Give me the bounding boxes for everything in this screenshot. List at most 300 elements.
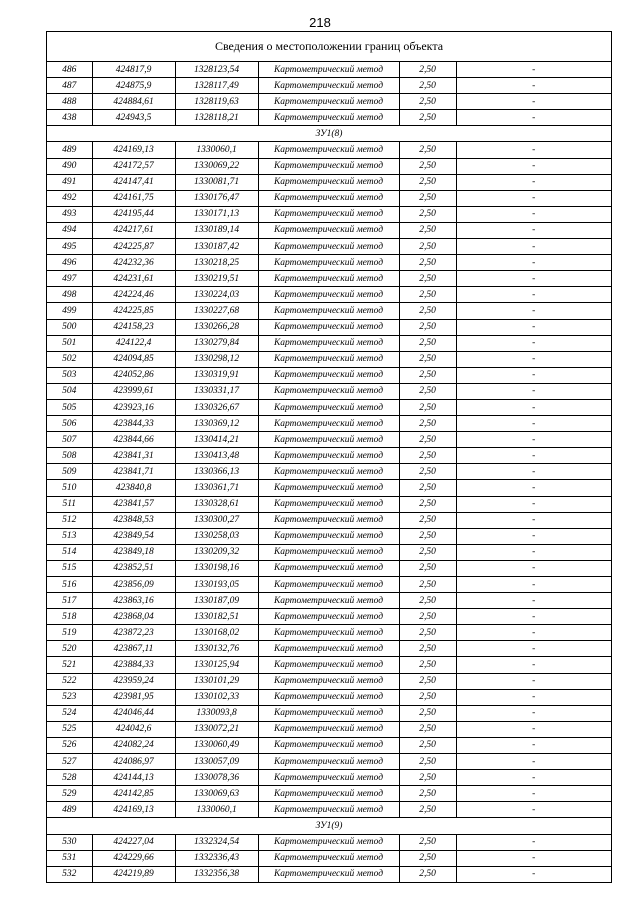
method-cell: Картометрический метод (258, 399, 399, 415)
method-cell: Картометрический метод (258, 786, 399, 802)
method-cell: Картометрический метод (258, 705, 399, 721)
table-row (47, 786, 611, 802)
method-cell: Картометрический метод (258, 206, 399, 222)
method-cell: Картометрический метод (258, 62, 399, 78)
accuracy-cell: 2,50 (399, 512, 456, 528)
description-cell: - (456, 271, 611, 287)
method-cell: Картометрический метод (258, 287, 399, 303)
description-cell: - (456, 737, 611, 753)
y-coordinate-cell: 1330219,51 (175, 271, 258, 287)
method-cell: Картометрический метод (258, 255, 399, 271)
x-coordinate-cell: 423923,16 (92, 399, 175, 415)
y-coordinate-cell: 1330258,03 (175, 528, 258, 544)
accuracy-cell: 2,50 (399, 721, 456, 737)
method-cell: Картометрический метод (258, 335, 399, 351)
y-coordinate-cell: 1328117,49 (175, 78, 258, 94)
description-cell: - (456, 351, 611, 367)
x-coordinate-cell: 424161,75 (92, 190, 175, 206)
y-coordinate-cell: 1328118,21 (175, 110, 258, 126)
description-cell: - (456, 786, 611, 802)
point-number-cell: 510 (47, 480, 92, 496)
accuracy-cell: 2,50 (399, 802, 456, 818)
accuracy-cell: 2,50 (399, 222, 456, 238)
table-row (47, 142, 611, 158)
point-number-cell: 505 (47, 399, 92, 415)
method-cell: Картометрический метод (258, 802, 399, 818)
y-coordinate-cell: 1330366,13 (175, 464, 258, 480)
accuracy-cell: 2,50 (399, 528, 456, 544)
description-cell: - (456, 255, 611, 271)
description-cell: - (456, 287, 611, 303)
accuracy-cell: 2,50 (399, 94, 456, 110)
description-cell: - (456, 512, 611, 528)
method-cell: Картометрический метод (258, 625, 399, 641)
accuracy-cell: 2,50 (399, 383, 456, 399)
y-coordinate-cell: 1330176,47 (175, 190, 258, 206)
x-coordinate-cell: 424052,86 (92, 367, 175, 383)
table-row (47, 416, 611, 432)
y-coordinate-cell: 1330279,84 (175, 335, 258, 351)
description-cell: - (456, 62, 611, 78)
method-cell: Картометрический метод (258, 222, 399, 238)
description-cell: - (456, 142, 611, 158)
point-number-cell: 528 (47, 770, 92, 786)
point-number-cell: 492 (47, 190, 92, 206)
description-cell: - (456, 609, 611, 625)
group-header-row (47, 126, 611, 142)
x-coordinate-cell: 424042,6 (92, 721, 175, 737)
method-cell: Картометрический метод (258, 689, 399, 705)
accuracy-cell: 2,50 (399, 689, 456, 705)
x-coordinate-cell: 424144,13 (92, 770, 175, 786)
y-coordinate-cell: 1332336,43 (175, 850, 258, 866)
y-coordinate-cell: 1330227,68 (175, 303, 258, 319)
table-row (47, 62, 611, 78)
x-coordinate-cell: 423849,54 (92, 528, 175, 544)
x-coordinate-cell: 424169,13 (92, 142, 175, 158)
accuracy-cell: 2,50 (399, 560, 456, 576)
accuracy-cell: 2,50 (399, 464, 456, 480)
accuracy-cell: 2,50 (399, 496, 456, 512)
method-cell: Картометрический метод (258, 673, 399, 689)
x-coordinate-cell: 423844,33 (92, 416, 175, 432)
accuracy-cell: 2,50 (399, 432, 456, 448)
y-coordinate-cell: 1330193,05 (175, 577, 258, 593)
method-cell: Картометрический метод (258, 512, 399, 528)
group-label: ЗУ1(8) (47, 126, 611, 142)
point-number-cell: 498 (47, 287, 92, 303)
point-number-cell: 490 (47, 158, 92, 174)
y-coordinate-cell: 1332356,38 (175, 866, 258, 882)
table-row (47, 335, 611, 351)
description-cell: - (456, 673, 611, 689)
y-coordinate-cell: 1330218,25 (175, 255, 258, 271)
point-number-cell: 501 (47, 335, 92, 351)
y-coordinate-cell: 1330101,29 (175, 673, 258, 689)
y-coordinate-cell: 1330182,51 (175, 609, 258, 625)
y-coordinate-cell: 1330093,8 (175, 705, 258, 721)
accuracy-cell: 2,50 (399, 544, 456, 560)
method-cell: Картометрический метод (258, 577, 399, 593)
point-number-cell: 506 (47, 416, 92, 432)
description-cell: - (456, 319, 611, 335)
description-cell: - (456, 770, 611, 786)
point-number-cell: 511 (47, 496, 92, 512)
point-number-cell: 503 (47, 367, 92, 383)
x-coordinate-cell: 423849,18 (92, 544, 175, 560)
accuracy-cell: 2,50 (399, 737, 456, 753)
y-coordinate-cell: 1330224,03 (175, 287, 258, 303)
table-row (47, 399, 611, 415)
method-cell: Картометрический метод (258, 754, 399, 770)
table-row (47, 287, 611, 303)
x-coordinate-cell: 423867,11 (92, 641, 175, 657)
accuracy-cell: 2,50 (399, 287, 456, 303)
method-cell: Картометрический метод (258, 416, 399, 432)
description-cell: - (456, 448, 611, 464)
point-number-cell: 523 (47, 689, 92, 705)
accuracy-cell: 2,50 (399, 786, 456, 802)
description-cell: - (456, 657, 611, 673)
x-coordinate-cell: 423868,04 (92, 609, 175, 625)
point-number-cell: 526 (47, 737, 92, 753)
y-coordinate-cell: 1330187,09 (175, 593, 258, 609)
point-number-cell: 500 (47, 319, 92, 335)
table-row (47, 754, 611, 770)
x-coordinate-cell: 424875,9 (92, 78, 175, 94)
accuracy-cell: 2,50 (399, 255, 456, 271)
y-coordinate-cell: 1330361,71 (175, 480, 258, 496)
accuracy-cell: 2,50 (399, 641, 456, 657)
method-cell: Картометрический метод (258, 464, 399, 480)
x-coordinate-cell: 424122,4 (92, 335, 175, 351)
y-coordinate-cell: 1330300,27 (175, 512, 258, 528)
point-number-cell: 487 (47, 78, 92, 94)
table-row (47, 367, 611, 383)
table-row (47, 239, 611, 255)
method-cell: Картометрический метод (258, 834, 399, 850)
accuracy-cell: 2,50 (399, 78, 456, 94)
y-coordinate-cell: 1330266,28 (175, 319, 258, 335)
y-coordinate-cell: 1330081,71 (175, 174, 258, 190)
accuracy-cell: 2,50 (399, 319, 456, 335)
table-row (47, 512, 611, 528)
table-row (47, 689, 611, 705)
table-row (47, 544, 611, 560)
description-cell: - (456, 158, 611, 174)
point-number-cell: 513 (47, 528, 92, 544)
x-coordinate-cell: 423999,61 (92, 383, 175, 399)
y-coordinate-cell: 1330057,09 (175, 754, 258, 770)
table-row (47, 94, 611, 110)
x-coordinate-cell: 424169,13 (92, 802, 175, 818)
accuracy-cell: 2,50 (399, 174, 456, 190)
point-number-cell: 493 (47, 206, 92, 222)
accuracy-cell: 2,50 (399, 367, 456, 383)
y-coordinate-cell: 1330187,42 (175, 239, 258, 255)
point-number-cell: 524 (47, 705, 92, 721)
y-coordinate-cell: 1330060,1 (175, 142, 258, 158)
table-row (47, 770, 611, 786)
boundary-table-sheet (46, 31, 612, 883)
accuracy-cell: 2,50 (399, 609, 456, 625)
accuracy-cell: 2,50 (399, 142, 456, 158)
table-row (47, 866, 611, 882)
y-coordinate-cell: 1330069,22 (175, 158, 258, 174)
accuracy-cell: 2,50 (399, 190, 456, 206)
point-number-cell: 496 (47, 255, 92, 271)
table-row (47, 351, 611, 367)
point-number-cell: 516 (47, 577, 92, 593)
point-number-cell: 515 (47, 560, 92, 576)
point-number-cell: 518 (47, 609, 92, 625)
point-number-cell: 519 (47, 625, 92, 641)
point-number-cell: 508 (47, 448, 92, 464)
description-cell: - (456, 110, 611, 126)
x-coordinate-cell: 423856,09 (92, 577, 175, 593)
description-cell: - (456, 174, 611, 190)
accuracy-cell: 2,50 (399, 657, 456, 673)
method-cell: Картометрический метод (258, 560, 399, 576)
x-coordinate-cell: 424225,87 (92, 239, 175, 255)
y-coordinate-cell: 1330069,63 (175, 786, 258, 802)
accuracy-cell: 2,50 (399, 335, 456, 351)
description-cell: - (456, 625, 611, 641)
x-coordinate-cell: 423841,71 (92, 464, 175, 480)
accuracy-cell: 2,50 (399, 577, 456, 593)
point-number-cell: 527 (47, 754, 92, 770)
table-row (47, 206, 611, 222)
method-cell: Картометрический метод (258, 239, 399, 255)
description-cell: - (456, 383, 611, 399)
x-coordinate-cell: 424094,85 (92, 351, 175, 367)
x-coordinate-cell: 423863,16 (92, 593, 175, 609)
method-cell: Картометрический метод (258, 110, 399, 126)
description-cell: - (456, 496, 611, 512)
table-row (47, 78, 611, 94)
accuracy-cell: 2,50 (399, 158, 456, 174)
x-coordinate-cell: 424158,23 (92, 319, 175, 335)
x-coordinate-cell: 424232,36 (92, 255, 175, 271)
y-coordinate-cell: 1332324,54 (175, 834, 258, 850)
y-coordinate-cell: 1330125,94 (175, 657, 258, 673)
table-row (47, 432, 611, 448)
table-row (47, 383, 611, 399)
x-coordinate-cell: 424172,57 (92, 158, 175, 174)
table-row (47, 625, 611, 641)
point-number-cell: 486 (47, 62, 92, 78)
method-cell: Картометрический метод (258, 303, 399, 319)
y-coordinate-cell: 1330326,67 (175, 399, 258, 415)
x-coordinate-cell: 423959,24 (92, 673, 175, 689)
table-body (47, 62, 611, 882)
table-row (47, 593, 611, 609)
table-row (47, 802, 611, 818)
x-coordinate-cell: 424219,89 (92, 866, 175, 882)
description-cell: - (456, 432, 611, 448)
x-coordinate-cell: 424231,61 (92, 271, 175, 287)
method-cell: Картометрический метод (258, 448, 399, 464)
point-number-cell: 497 (47, 271, 92, 287)
method-cell: Картометрический метод (258, 383, 399, 399)
point-number-cell: 522 (47, 673, 92, 689)
method-cell: Картометрический метод (258, 593, 399, 609)
y-coordinate-cell: 1330189,14 (175, 222, 258, 238)
table-row (47, 448, 611, 464)
description-cell: - (456, 544, 611, 560)
y-coordinate-cell: 1330072,21 (175, 721, 258, 737)
table-row (47, 737, 611, 753)
method-cell: Картометрический метод (258, 351, 399, 367)
table-row (47, 110, 611, 126)
table-row (47, 609, 611, 625)
table-row (47, 850, 611, 866)
description-cell: - (456, 705, 611, 721)
description-cell: - (456, 560, 611, 576)
page-number: 218 (309, 15, 331, 30)
x-coordinate-cell: 423981,95 (92, 689, 175, 705)
point-number-cell: 494 (47, 222, 92, 238)
y-coordinate-cell: 1330413,48 (175, 448, 258, 464)
point-number-cell: 507 (47, 432, 92, 448)
group-label: ЗУ1(9) (47, 818, 611, 834)
x-coordinate-cell: 423872,23 (92, 625, 175, 641)
accuracy-cell: 2,50 (399, 480, 456, 496)
method-cell: Картометрический метод (258, 190, 399, 206)
x-coordinate-cell: 424224,46 (92, 287, 175, 303)
point-number-cell: 489 (47, 142, 92, 158)
description-cell: - (456, 190, 611, 206)
description-cell: - (456, 239, 611, 255)
method-cell: Картометрический метод (258, 78, 399, 94)
table-row (47, 158, 611, 174)
x-coordinate-cell: 423852,51 (92, 560, 175, 576)
description-cell: - (456, 593, 611, 609)
x-coordinate-cell: 424217,61 (92, 222, 175, 238)
table-row (47, 271, 611, 287)
accuracy-cell: 2,50 (399, 399, 456, 415)
x-coordinate-cell: 423840,8 (92, 480, 175, 496)
accuracy-cell: 2,50 (399, 448, 456, 464)
point-number-cell: 529 (47, 786, 92, 802)
table-row (47, 641, 611, 657)
x-coordinate-cell: 424943,5 (92, 110, 175, 126)
y-coordinate-cell: 1328123,54 (175, 62, 258, 78)
boundary-points-table (47, 62, 611, 882)
point-number-cell: 489 (47, 802, 92, 818)
description-cell: - (456, 222, 611, 238)
y-coordinate-cell: 1330102,33 (175, 689, 258, 705)
method-cell: Картометрический метод (258, 158, 399, 174)
y-coordinate-cell: 1330298,12 (175, 351, 258, 367)
point-number-cell: 504 (47, 383, 92, 399)
y-coordinate-cell: 1330198,16 (175, 560, 258, 576)
accuracy-cell: 2,50 (399, 866, 456, 882)
description-cell: - (456, 416, 611, 432)
method-cell: Картометрический метод (258, 544, 399, 560)
method-cell: Картометрический метод (258, 737, 399, 753)
description-cell: - (456, 689, 611, 705)
method-cell: Картометрический метод (258, 866, 399, 882)
accuracy-cell: 2,50 (399, 239, 456, 255)
point-number-cell: 495 (47, 239, 92, 255)
point-number-cell: 531 (47, 850, 92, 866)
x-coordinate-cell: 423844,66 (92, 432, 175, 448)
x-coordinate-cell: 424147,41 (92, 174, 175, 190)
table-row (47, 560, 611, 576)
table-row (47, 319, 611, 335)
y-coordinate-cell: 1330078,36 (175, 770, 258, 786)
accuracy-cell: 2,50 (399, 206, 456, 222)
method-cell: Картометрический метод (258, 528, 399, 544)
x-coordinate-cell: 424227,04 (92, 834, 175, 850)
y-coordinate-cell: 1330319,91 (175, 367, 258, 383)
table-row (47, 496, 611, 512)
description-cell: - (456, 367, 611, 383)
table-row (47, 174, 611, 190)
table-row (47, 222, 611, 238)
accuracy-cell: 2,50 (399, 770, 456, 786)
table-row (47, 834, 611, 850)
method-cell: Картометрический метод (258, 770, 399, 786)
x-coordinate-cell: 424225,85 (92, 303, 175, 319)
point-number-cell: 488 (47, 94, 92, 110)
point-number-cell: 512 (47, 512, 92, 528)
description-cell: - (456, 399, 611, 415)
method-cell: Картометрический метод (258, 94, 399, 110)
point-number-cell: 530 (47, 834, 92, 850)
description-cell: - (456, 303, 611, 319)
x-coordinate-cell: 424082,24 (92, 737, 175, 753)
point-number-cell: 491 (47, 174, 92, 190)
method-cell: Картометрический метод (258, 657, 399, 673)
accuracy-cell: 2,50 (399, 271, 456, 287)
description-cell: - (456, 866, 611, 882)
x-coordinate-cell: 423884,33 (92, 657, 175, 673)
y-coordinate-cell: 1330328,61 (175, 496, 258, 512)
point-number-cell: 521 (47, 657, 92, 673)
table-row (47, 190, 611, 206)
y-coordinate-cell: 1330414,21 (175, 432, 258, 448)
method-cell: Картометрический метод (258, 641, 399, 657)
method-cell: Картометрический метод (258, 367, 399, 383)
method-cell: Картометрический метод (258, 609, 399, 625)
accuracy-cell: 2,50 (399, 705, 456, 721)
description-cell: - (456, 480, 611, 496)
method-cell: Картометрический метод (258, 319, 399, 335)
x-coordinate-cell: 424195,44 (92, 206, 175, 222)
y-coordinate-cell: 1330060,49 (175, 737, 258, 753)
method-cell: Картометрический метод (258, 174, 399, 190)
x-coordinate-cell: 424229,66 (92, 850, 175, 866)
point-number-cell: 532 (47, 866, 92, 882)
accuracy-cell: 2,50 (399, 834, 456, 850)
table-row (47, 577, 611, 593)
y-coordinate-cell: 1330171,13 (175, 206, 258, 222)
description-cell: - (456, 78, 611, 94)
accuracy-cell: 2,50 (399, 62, 456, 78)
x-coordinate-cell: 423841,31 (92, 448, 175, 464)
accuracy-cell: 2,50 (399, 850, 456, 866)
point-number-cell: 517 (47, 593, 92, 609)
table-row (47, 528, 611, 544)
y-coordinate-cell: 1330209,32 (175, 544, 258, 560)
x-coordinate-cell: 423848,53 (92, 512, 175, 528)
table-row (47, 673, 611, 689)
method-cell: Картометрический метод (258, 850, 399, 866)
table-row (47, 303, 611, 319)
accuracy-cell: 2,50 (399, 625, 456, 641)
